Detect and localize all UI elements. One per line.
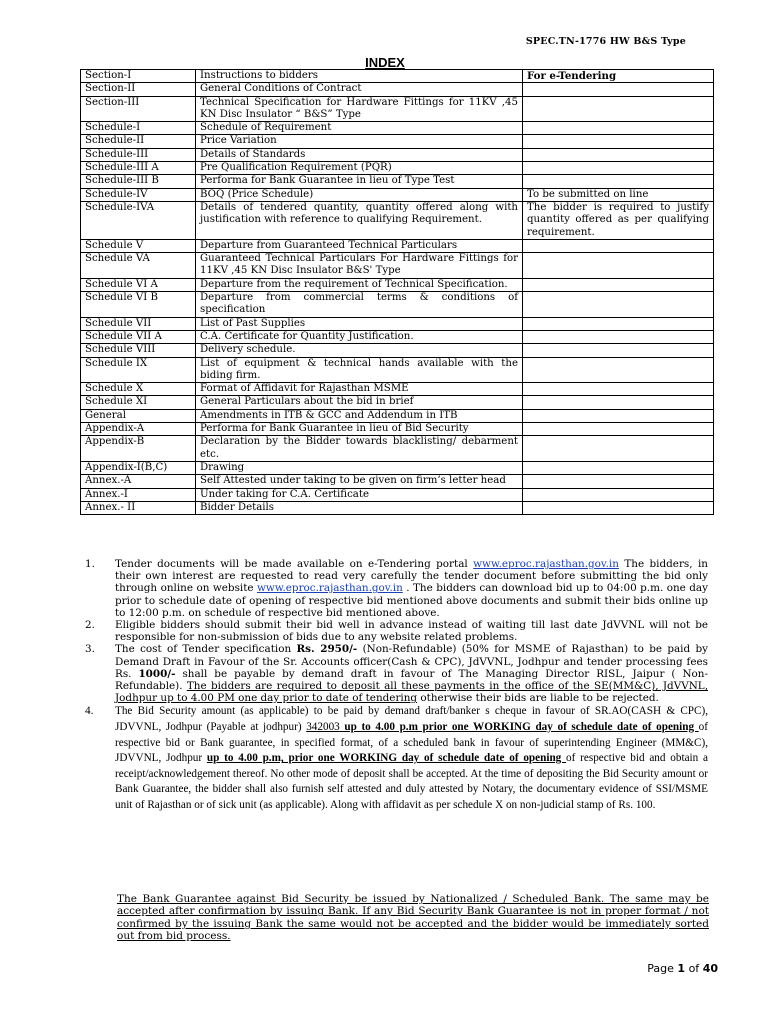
index-description-cell: List of Past Supplies [196,317,523,330]
index-section-cell: Annex.-A [81,475,196,488]
index-description-cell: General Particulars about the bid in brief [196,396,523,409]
index-note-cell [523,383,714,396]
index-note-cell [523,461,714,474]
index-row [81,162,714,175]
index-row [81,423,714,436]
index-note-cell [523,396,714,409]
index-section-cell: Section-I [81,70,196,83]
note-text: shall be payable by demand draft in favour of The Managing Director RISL, Jaipur ( Non- Refundable). [115,667,709,693]
index-description-cell: Amendments in ITB & GCC and Addendum in ITB [196,409,523,422]
index-row [81,344,714,357]
index-row [81,461,714,474]
index-section-cell: Annex.- II [81,501,196,514]
note-text: Tender documents will be made available on e-Tendering portal [115,558,474,570]
index-section-cell: Schedule XI [81,396,196,409]
index-row [81,175,714,188]
index-description-cell: Bidder Details [196,501,523,514]
index-section-cell: Schedule-III A [81,162,196,175]
index-row [81,396,714,409]
index-row [81,292,714,318]
index-description-cell: Guaranteed Technical Particulars For Hardware Fittings for 11KV ,45 KN Disc Insulator B&S' Type [196,253,523,279]
index-row [81,409,714,422]
index-row [81,278,714,291]
index-row [81,475,714,488]
index-note-cell [523,162,714,175]
index-note-cell [523,253,714,279]
index-section-cell: Schedule-IV [81,188,196,201]
index-note-cell [523,330,714,343]
index-description-cell: Drawing [196,461,523,474]
pin-code: 342003 [306,721,340,734]
index-section-cell: Annex.-I [81,488,196,501]
page-number [647,962,718,975]
index-table [80,69,714,515]
index-description-cell: Performa for Bank Guarantee in lieu of Bid Security [196,423,523,436]
note-2 [85,619,708,644]
index-title: INDEX [365,55,405,70]
index-row [81,148,714,161]
note-text: (Non-Refundable) (50% for MSME of Rajasthan) to be paid by Demand Draft in Favour of the Sr. Accounts officer(Cash & CPC), JdVVNL, Jodhpur and tender processing fees Rs. [115,643,708,680]
note-text: Eligible bidders should submit their bid well in advance instead of waiting till last date JdVVNL will not be responsible for non-submission of bids due to any website related problems. [115,619,708,644]
index-description-cell: Instructions to bidders [196,70,523,83]
index-note-cell [523,357,714,383]
note-number: 3. [85,643,95,656]
index-description-cell: Price Variation [196,135,523,148]
index-description-cell: Under taking for C.A. Certificate [196,488,523,501]
index-section-cell: Section-III [81,96,196,122]
note-3 [85,643,709,705]
deadline-1: up to 4.00 p.m prior one WORKING day of schedule date of opening [339,721,699,734]
index-section-cell: Schedule VI A [81,278,196,291]
index-row [81,383,714,396]
index-note-cell: To be submitted on line [523,188,714,201]
index-description-cell: Delivery schedule. [196,344,523,357]
index-note-cell [523,292,714,318]
notes-list [85,558,709,814]
index-section-cell: General [81,409,196,422]
index-row [81,135,714,148]
index-note-cell: For e-Tendering [523,70,714,83]
index-row [81,253,714,279]
index-note-cell: The bidder is required to justify quantity offered as per qualifying requirement. [523,201,714,239]
index-description-cell: Departure from Guaranteed Technical Particulars [196,239,523,252]
note-number: 2. [85,619,95,632]
note-text: of respective bid and obtain a receipt/acknowledgement thereof. No other mode of deposit shall be accepted. At the time of depositing the Bid Security amount or Bank Guarantee, the bidder shall also furnish self attested and duly attested by Notary, the documentary evidence of SSI/MSME unit of Rajasthan or of sick unit (as applicable). Along with affidavit as per schedule X on non-judicial stamp of Rs. 100. [115,752,708,811]
deadline-2: up to 4.00 p.m, prior one WORKING day of schedule date of opening [206,752,567,765]
index-description-cell: Pre Qualification Requirement (PQR) [196,162,523,175]
index-note-cell [523,317,714,330]
index-description-cell: Schedule of Requirement [196,122,523,135]
index-section-cell: Appendix-B [81,436,196,462]
index-section-cell: Section-II [81,83,196,96]
index-note-cell [523,135,714,148]
index-section-cell: Schedule VII [81,317,196,330]
note-text: The cost of Tender specification [115,643,297,656]
note-1 [85,558,708,619]
index-description-cell: General Conditions of Contract [196,83,523,96]
deposit-instruction: The bidders are required to deposit all these payments in the office of the SE(MM&C), JdVVNL, Jodhpur up to 4.00 PM one day prior to date of tendering [115,680,708,705]
index-row [81,201,714,239]
bank-guarantee-paragraph: The Bank Guarantee against Bid Security be issued by Nationalized / Scheduled Bank. The same may be accepted after confirmation by issuing Bank. If any Bid Security Bank Guarantee is not in proper format / not confirmed by the issuing Bank the same would not be accepted and the bidder would be immediately sorted out from bid process. [117,893,709,943]
index-description-cell: Performa for Bank Guarantee in lieu of Type Test [196,175,523,188]
index-section-cell: Schedule IX [81,357,196,383]
index-description-cell: List of equipment & technical hands available with the biding firm. [196,357,523,383]
index-note-cell [523,475,714,488]
note-text: of respective bid or Bank guarantee, in specified format, of a scheduled bank in favour of superintending Engineer (MM&C), JDVVNL, Jodhpur [115,721,708,765]
index-note-cell [523,488,714,501]
page-word: Page [647,962,678,975]
index-note-cell [523,436,714,462]
index-description-cell: BOQ (Price Schedule) [196,188,523,201]
index-row [81,501,714,514]
note-4 [85,704,708,813]
note-text: The Bid Security amount (as applicable) to be paid by demand draft/banker s cheque in favour of SR.AO(CASH & CPC), JDVVNL, Jodhpur (Payable at jodhpur) [115,705,708,734]
note-text: The bidders, in their own interest are requested to read very carefully the tender document before submitting the bid only through online on website [115,558,708,595]
index-description-cell: Declaration by the Bidder towards blacklisting/ debarment etc. [196,436,523,462]
index-description-cell: Self Attested under taking to be given on firm’s letter head [196,475,523,488]
index-row [81,70,714,83]
index-section-cell: Schedule VII A [81,330,196,343]
index-section-cell: Schedule-II [81,135,196,148]
index-description-cell: Departure from the requirement of Technical Specification. [196,278,523,291]
index-section-cell: Appendix-I(B,C) [81,461,196,474]
index-section-cell: Schedule-III B [81,175,196,188]
page-total: 40 [702,962,718,975]
index-row [81,330,714,343]
index-note-cell [523,96,714,122]
page-current: 1 [677,962,686,975]
index-row [81,83,714,96]
index-row [81,317,714,330]
index-row [81,96,714,122]
note-number: 1. [85,558,95,570]
index-section-cell: Schedule VI B [81,292,196,318]
index-section-cell: Schedule VA [81,253,196,279]
index-note-cell [523,122,714,135]
index-row [81,357,714,383]
index-section-cell: Schedule V [81,239,196,252]
tender-cost: Rs. 2950/- [296,643,358,656]
index-description-cell: Format of Affidavit for Rajasthan MSME [196,383,523,396]
index-note-cell [523,239,714,252]
note-number: 4. [85,705,94,718]
index-description-cell: Details of Standards [196,148,523,161]
index-description-cell: C.A. Certificate for Quantity Justification. [196,330,523,343]
index-section-cell: Schedule VIII [81,344,196,357]
index-section-cell: Schedule-I [81,122,196,135]
index-row [81,436,714,462]
eproc-link[interactable]: www.eproc.rajasthan.gov.in [473,558,619,570]
index-note-cell [523,148,714,161]
index-note-cell [523,83,714,96]
processing-fee: 1000/- [138,667,176,680]
note-text: otherwise their bids are liable to be rejected. [417,692,659,705]
index-description-cell: Details of tendered quantity, quantity offered along with justification with reference to qualifying Requirement. [196,201,523,239]
index-section-cell: Schedule-III [81,148,196,161]
page-of: of [685,962,703,975]
index-row [81,239,714,252]
index-note-cell [523,278,714,291]
index-section-cell: Appendix-A [81,423,196,436]
index-description-cell: Departure from commercial terms & conditions of specification [196,292,523,318]
index-row [81,122,714,135]
index-note-cell [523,175,714,188]
index-note-cell [523,423,714,436]
index-section-cell: Schedule-IVA [81,201,196,239]
note-text: . The bidders can download bid up to 04:00 p.m. one day prior to schedule date of opening of respective bid mentioned above documents and submit their bids online up to 12:00 p.m. on schedule of respective bid mentioned above. [115,582,708,619]
eproc-link[interactable]: www.eproc.rajasthan.gov.in [257,582,403,595]
spec-header: SPEC.TN-1776 HW B&S Type [525,36,686,47]
index-row [81,188,714,201]
index-row [81,488,714,501]
index-note-cell [523,501,714,514]
index-description-cell: Technical Specification for Hardware Fittings for 11KV ,45 KN Disc Insulator “ B&S” Type [196,96,523,122]
index-note-cell [523,409,714,422]
index-section-cell: Schedule X [81,383,196,396]
index-note-cell [523,344,714,357]
